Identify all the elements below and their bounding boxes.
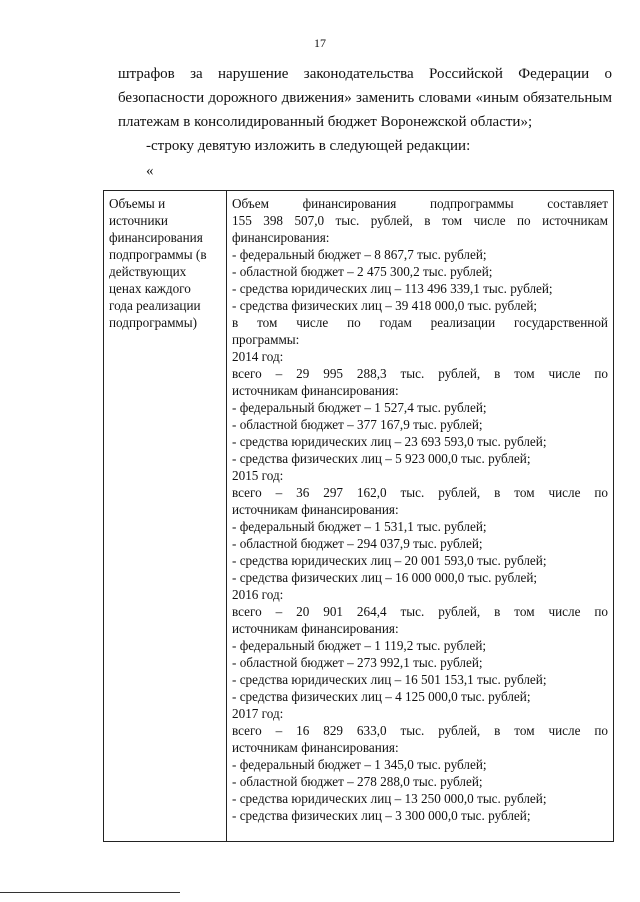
page-number: 17 [314,36,326,50]
content-line: программы: [232,332,300,347]
content-line: - областной бюджет – 294 037,9 тыс. рублей; [232,536,483,551]
content-line: - средства юридических лиц – 16 501 153,1 тыс. рублей; [232,672,547,687]
row-label-line: Объемы и [109,196,166,211]
body-text-line: штрафов за нарушение законодательства Российской Федерации о [118,66,612,82]
content-line: источникам финансирования: [232,621,399,636]
content-line: - федеральный бюджет – 1 527,4 тыс. рублей; [232,400,487,415]
content-line: всего – 16 829 633,0 тыс. рублей, в том числе по [232,723,608,738]
opening-quote: « [146,163,154,179]
row-label-line: действующих [109,264,187,279]
content-line: 2017 год: [232,706,284,721]
content-line: - средства юридических лиц – 20 001 593,0 тыс. рублей; [232,553,547,568]
content-line: - средства физических лиц – 16 000 000,0 тыс. рублей; [232,570,538,585]
content-line: всего – 20 901 264,4 тыс. рублей, в том числе по [232,604,608,619]
content-line: - федеральный бюджет – 1 119,2 тыс. рублей; [232,638,487,653]
content-line: - средства юридических лиц – 113 496 339,1 тыс. рублей; [232,281,553,296]
row-label-line: источники [109,213,168,228]
content-line: - областной бюджет – 377 167,9 тыс. рублей; [232,417,483,432]
content-line: Объем финансирования подпрограммы составляет [232,196,608,211]
content-line: - средства физических лиц – 39 418 000,0 тыс. рублей; [232,298,538,313]
content-line: 2016 год: [232,587,284,602]
content-line: - средства физических лиц – 4 125 000,0 тыс. рублей; [232,689,531,704]
content-line: 2015 год: [232,468,284,483]
row-label-line: ценах каждого [109,281,191,296]
content-line: в том числе по годам реализации государственной [232,315,608,330]
body-text-line: -строку девятую изложить в следующей редакции: [146,138,471,154]
row-content-cell [227,191,614,842]
row-label-cell [104,191,227,842]
content-line: - федеральный бюджет – 1 531,1 тыс. рублей; [232,519,487,534]
row-label-line: финансирования [109,230,203,245]
content-line: всего – 36 297 162,0 тыс. рублей, в том числе по [232,485,608,500]
content-line: - средства юридических лиц – 23 693 593,0 тыс. рублей; [232,434,547,449]
content-line: источникам финансирования: [232,502,399,517]
body-text-line: платежам в консолидированный бюджет Воронежской области»; [118,114,533,130]
financing-table [103,190,614,842]
content-line: - федеральный бюджет – 1 345,0 тыс. рублей; [232,757,487,772]
content-line: - средства физических лиц – 5 923 000,0 тыс. рублей; [232,451,531,466]
body-text-line: безопасности дорожного движения» заменить словами «иным обязательным [118,90,612,106]
content-line: - средства физических лиц – 3 300 000,0 тыс. рублей; [232,808,531,823]
content-line: - областной бюджет – 273 992,1 тыс. рублей; [232,655,483,670]
content-line: всего – 29 995 288,3 тыс. рублей, в том числе по [232,366,608,381]
row-label-line: подпрограммы) [109,315,198,330]
footer-divider [0,892,180,893]
content-line: источникам финансирования: [232,383,399,398]
content-line: - областной бюджет – 2 475 300,2 тыс. рублей; [232,264,493,279]
content-line: источникам финансирования: [232,740,399,755]
row-label-line: года реализации [109,298,201,313]
content-line: - федеральный бюджет – 8 867,7 тыс. рублей; [232,247,487,262]
row-label-line: подпрограммы (в [109,247,207,262]
content-line: 2014 год: [232,349,284,364]
content-line: - областной бюджет – 278 288,0 тыс. рублей; [232,774,483,789]
content-line: - средства юридических лиц – 13 250 000,0 тыс. рублей; [232,791,547,806]
table-row [104,191,614,842]
content-line: 155 398 507,0 тыс. рублей, в том числе по источникам [232,213,608,228]
content-line: финансирования: [232,230,330,245]
